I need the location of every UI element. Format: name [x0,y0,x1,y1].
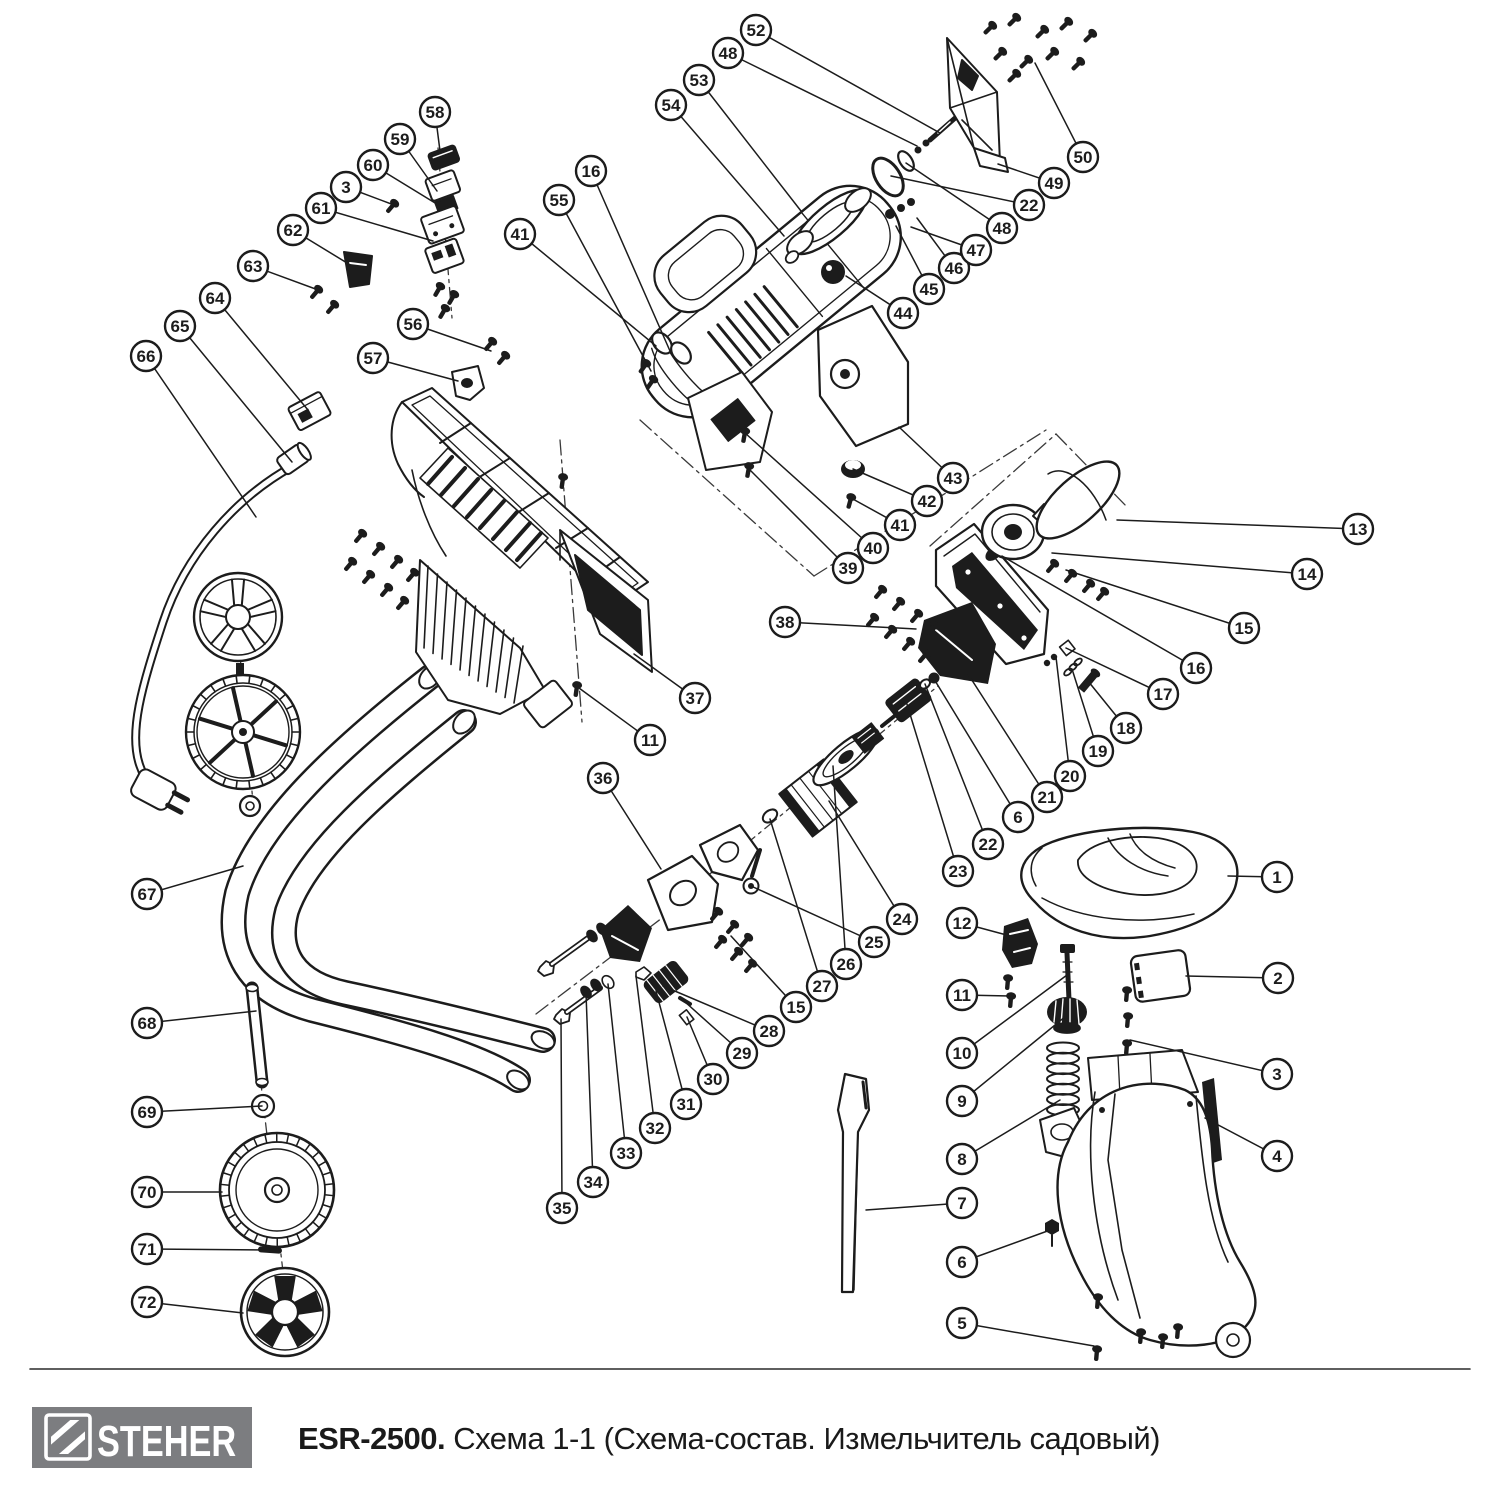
front-wheel-drawing [186,573,300,816]
callout-number-71: 71 [138,1240,157,1259]
callout-number-58: 58 [426,103,445,122]
callout-number-19: 19 [1089,742,1108,761]
callout-number-70: 70 [138,1183,157,1202]
callout-30 [687,1017,728,1094]
callout-number-36: 36 [594,769,613,788]
callout-number-21: 21 [1038,788,1057,807]
screw-icon [1005,11,1023,29]
callout-number-48: 48 [993,219,1012,238]
callout-number-72: 72 [138,1293,157,1312]
callout-23 [906,701,973,886]
callout-48 [713,38,917,146]
callout-number-60: 60 [364,156,383,175]
callout-number-13: 13 [1349,520,1368,539]
callout-number-7: 7 [957,1194,966,1213]
callout-17 [1066,648,1178,709]
callout-42 [853,469,942,516]
callout-number-54: 54 [662,96,681,115]
callout-72 [132,1287,243,1317]
callout-11 [579,688,665,755]
callout-15 [1066,570,1259,643]
callout-number-29: 29 [733,1044,752,1063]
callout-number-24: 24 [893,910,912,929]
callout-13 [1117,514,1373,544]
callout-40 [745,433,888,563]
screw-icon [369,540,387,559]
callout-number-64: 64 [206,289,225,308]
screw-icon [741,957,759,976]
callout-number-61: 61 [312,199,331,218]
callout-number-2: 2 [1273,969,1282,988]
callout-69 [132,1097,262,1127]
rear-wheel-drawing [220,985,334,1357]
screw-icon [737,931,755,950]
screw-icon [494,349,512,368]
screw-icon [341,555,359,574]
callout-number-41: 41 [891,516,910,535]
screw-icon [323,298,341,317]
screw-icon [1005,67,1023,85]
footer-subtitle: Схема 1-1 (Схема-состав. Измельчитель садовый) [445,1421,1160,1456]
callout-70 [132,1177,222,1207]
callout-20 [1055,657,1085,791]
screw-icon [899,635,917,654]
callout-number-4: 4 [1272,1147,1282,1166]
upper-housing-drawing [588,125,921,470]
callout-number-26: 26 [837,955,856,974]
callout-number-35: 35 [553,1199,572,1218]
pusher-stick-drawing [838,1074,869,1292]
callout-number-65: 65 [171,317,190,336]
callout-64 [200,283,308,410]
screw-icon [1081,27,1099,45]
callout-number-50: 50 [1074,148,1093,167]
callout-number-44: 44 [894,304,913,323]
callout-number-47: 47 [967,241,986,260]
screw-icon [387,553,405,572]
screw-icon [1002,974,1013,991]
callout-55 [544,185,651,371]
callout-6 [934,679,1033,832]
callout-number-9: 9 [957,1092,966,1111]
screw-icon [393,594,411,613]
callout-number-46: 46 [945,259,964,278]
screw-icon [383,197,401,216]
callout-number-67: 67 [138,885,157,904]
callout-number-34: 34 [584,1173,603,1192]
callout-number-49: 49 [1045,174,1064,193]
callout-37 [634,654,710,713]
screw-icon [991,45,1009,63]
callout-number-63: 63 [244,257,263,276]
screw-icon [1033,23,1051,41]
callout-number-57: 57 [364,349,383,368]
coupler-cluster-drawing [538,825,758,1025]
callout-number-41: 41 [511,225,530,244]
callout-6 [947,1229,1053,1277]
callout-number-15: 15 [1235,619,1254,638]
armature-drawing [744,673,940,894]
callout-number-37: 37 [686,689,705,708]
callout-68 [132,1008,256,1038]
callout-number-43: 43 [944,469,963,488]
callout-41 [505,219,656,346]
callout-45 [896,226,944,304]
callout-number-23: 23 [949,862,968,881]
callout-number-48: 48 [719,44,738,63]
screw-icon [444,288,461,307]
footer-model: ESR-2500. [298,1421,445,1456]
cover-and-body-drawing [1002,828,1255,1357]
screw-icon [907,607,925,626]
callout-number-16: 16 [1187,659,1206,678]
callout-number-56: 56 [404,315,423,334]
callout-number-66: 66 [137,347,156,366]
callout-43 [899,427,968,493]
screw-icon [889,595,907,614]
callout-53 [684,65,801,211]
callout-number-40: 40 [864,539,883,558]
screw-icon [1091,1345,1102,1362]
callout-65 [165,311,292,462]
callout-50 [1035,63,1098,172]
callout-11 [947,980,1010,1010]
callout-number-38: 38 [776,613,795,632]
callout-number-33: 33 [617,1144,636,1163]
callout-22 [891,176,1044,220]
screw-icon [1069,55,1087,73]
callout-number-39: 39 [839,559,858,578]
callout-number-53: 53 [690,71,709,90]
callout-number-1: 1 [1272,868,1281,887]
callout-number-42: 42 [918,492,937,511]
screw-icon [307,283,325,302]
callout-54 [656,90,784,236]
callout-32 [636,976,670,1143]
callout-number-68: 68 [138,1014,157,1033]
callout-number-16: 16 [582,162,601,181]
callout-number-27: 27 [813,977,832,996]
screw-icon [1122,1012,1133,1029]
callout-number-11: 11 [641,731,659,750]
callout-number-31: 31 [677,1095,696,1114]
screw-icon [871,583,889,602]
callout-58 [420,97,450,151]
callout-number-69: 69 [138,1103,157,1122]
screw-icon [435,302,452,321]
callout-16 [576,156,670,351]
callout-number-22: 22 [979,835,998,854]
callout-number-8: 8 [957,1150,966,1169]
callout-36 [588,763,661,869]
callout-number-6: 6 [1013,808,1022,827]
screw-icon [1121,1039,1132,1056]
footer-title [298,1421,1160,1456]
callout-number-59: 59 [391,130,410,149]
screw-icon [1057,15,1075,33]
callout-number-15: 15 [787,998,806,1017]
screw-icon [1005,992,1016,1009]
callout-number-28: 28 [760,1022,779,1041]
screw-icon [1061,567,1079,586]
callout-number-12: 12 [953,914,972,933]
steher-logo-text: STEHER [97,1417,236,1466]
callout-39 [748,468,863,583]
callout-number-62: 62 [284,221,303,240]
screw-icon [1043,45,1061,63]
callout-5 [947,1308,1094,1346]
callout-number-11: 11 [953,986,971,1005]
screw-icon [430,280,447,299]
callout-63 [238,251,321,291]
screw-icon [981,19,999,37]
callout-number-6: 6 [957,1253,966,1272]
screw-icon [377,581,395,600]
screw-icon [1121,986,1132,1003]
callout-25 [751,886,889,957]
callout-number-17: 17 [1154,685,1173,704]
callout-66 [131,341,256,517]
callout-15 [731,936,811,1022]
callout-number-14: 14 [1298,565,1317,584]
callout-number-55: 55 [550,191,569,210]
screw-icon [711,933,729,952]
callout-number-10: 10 [953,1044,972,1063]
screw-icon [881,623,899,642]
callout-57 [358,343,458,381]
footer [30,1369,1470,1468]
screw-icon [1017,53,1035,71]
callout-33 [608,984,641,1168]
callout-21 [968,674,1062,812]
screw-icon [351,527,369,546]
callout-number-3: 3 [341,178,350,197]
screw-icon [1043,557,1061,576]
callout-18 [1088,681,1141,743]
callout-number-18: 18 [1117,719,1136,738]
callout-number-32: 32 [646,1119,665,1138]
callout-61 [306,193,433,241]
callout-41 [851,498,915,540]
screw-icon [557,473,569,490]
callout-56 [398,309,491,351]
callout-number-22: 22 [1020,196,1039,215]
callout-19 [1072,669,1113,766]
callout-number-3: 3 [1272,1065,1281,1084]
callout-number-45: 45 [920,280,939,299]
callout-number-25: 25 [865,933,884,952]
screw-icon [359,568,377,587]
callout-2 [1186,963,1293,993]
callout-number-30: 30 [704,1070,723,1089]
callout-7 [866,1188,977,1218]
screw-icon [723,918,741,937]
callout-number-52: 52 [747,21,766,40]
callout-number-5: 5 [957,1314,966,1333]
callout-34 [578,993,608,1197]
callout-number-20: 20 [1061,767,1080,786]
screw-icon [1093,585,1111,604]
